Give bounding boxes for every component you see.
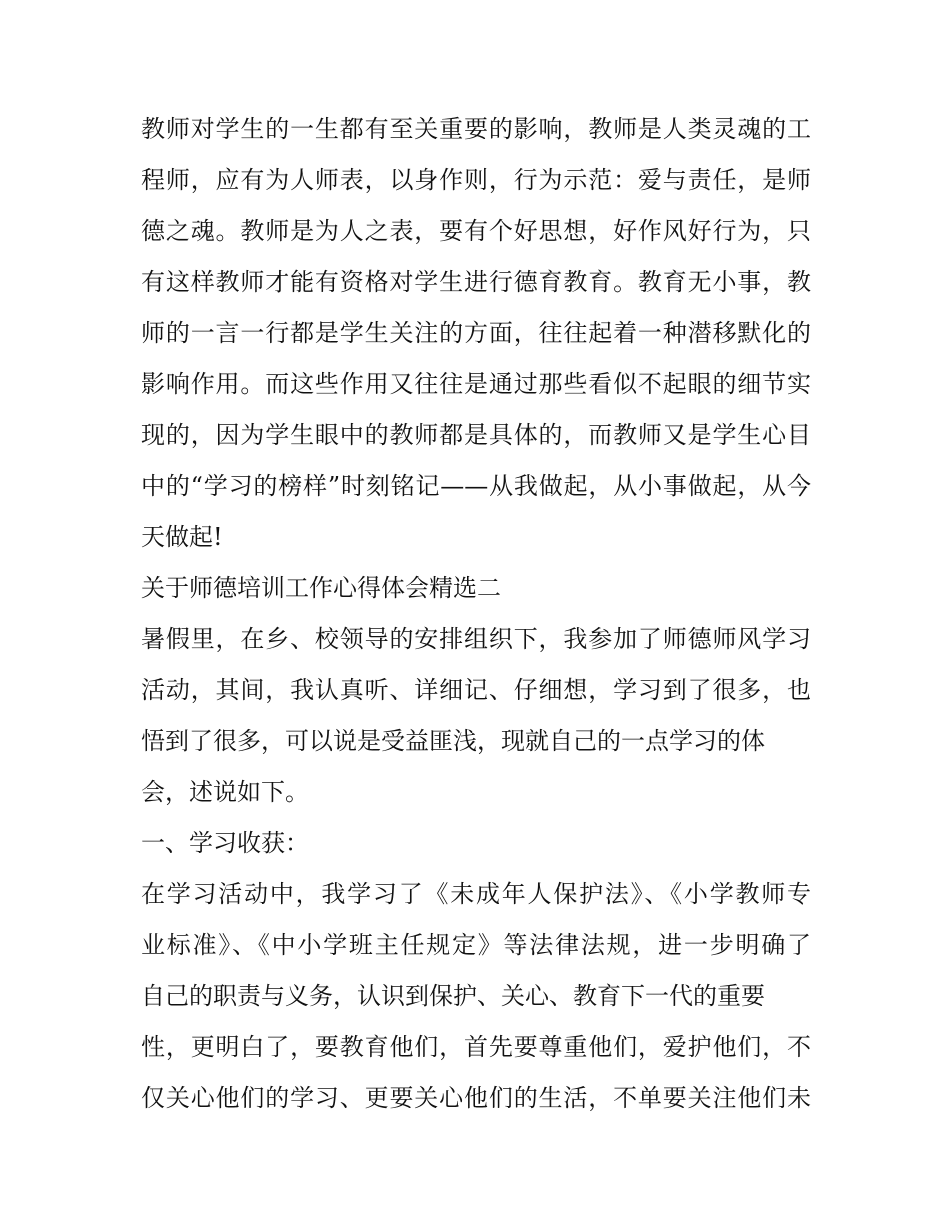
text-line: 暑假里，在乡、校领导的安排组织下，我参加了师德师风学习 <box>141 625 811 653</box>
text-line: 会，述说如下。 <box>141 778 309 806</box>
text-line: 师的一言一行都是学生关注的方面，往往起着一种潜移默化的 <box>141 319 811 347</box>
text-line: 现的，因为学生眼中的教师都是具体的，而教师又是学生心目 <box>141 421 811 449</box>
text-line: 教师对学生的一生都有至关重要的影响，教师是人类灵魂的工 <box>141 115 811 143</box>
subsection-heading: 一、学习收获： <box>141 829 309 857</box>
text-line: 活动，其间，我认真听、详细记、仔细想，学习到了很多，也 <box>141 676 811 704</box>
text-line: 天做起! <box>141 523 223 551</box>
text-line: 影响作用。而这些作用又往往是通过那些看似不起眼的细节实 <box>141 370 811 398</box>
text-line: 自己的职责与义务，认识到保护、关心、教育下一代的重要 <box>141 982 765 1010</box>
text-line: 性，更明白了，要教育他们，首先要尊重他们，爱护他们，不 <box>141 1033 811 1061</box>
text-line: 仅关心他们的学习、更要关心他们的生活，不单要关注他们未 <box>141 1084 811 1112</box>
section-heading: 关于师德培训工作心得体会精选二 <box>141 574 501 602</box>
text-line: 悟到了很多，可以说是受益匪浅，现就自己的一点学习的体 <box>141 727 765 755</box>
text-line: 中的“学习的榜样”时刻铭记——从我做起，从小事做起，从今 <box>141 472 811 500</box>
text-line: 在学习活动中，我学习了《未成年人保护法》、《小学教师专 <box>141 880 811 908</box>
text-line: 德之魂。教师是为人之表，要有个好思想，好作风好行为，只 <box>141 217 811 245</box>
text-line: 业标准》、《中小学班主任规定》等法律法规，进一步明确了 <box>141 931 811 959</box>
text-line: 程师，应有为人师表，以身作则，行为示范：爱与责任，是师 <box>141 166 811 194</box>
text-line: 有这样教师才能有资格对学生进行德育教育。教育无小事，教 <box>141 268 811 296</box>
document-body <box>141 104 811 1124</box>
